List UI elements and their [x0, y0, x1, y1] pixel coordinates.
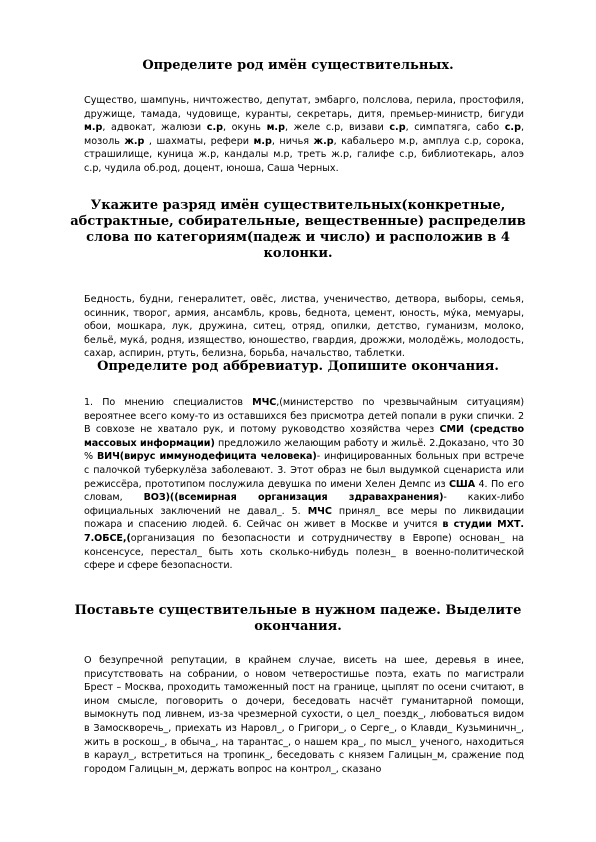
section-1-body: Существо, шампунь, ничтожество, депутат, эмбарго, полслова, перила, простофиля, дружище, тамада, чудовище, куранты, секретарь, дитя, премьер-министр, бигуди м.р, адвокат, жалюзи с.р, окунь м.р, желе с.р, визави с.р, симпатяга, сабо с.р, мозоль ж.р , шахматы, рефери м.р, ничья ж.р, кабальеро м.р, амплуа с.р, сорока, страшилище, куница ж.р, кандалы м.р, треть ж.р, галифе с.р, библиотекарь, алоэ с.р, чудила об.род, доцент, юноша, Саша Черных.	[84, 95, 525, 174]
section-1-title: Определите род имён существительных.	[142, 58, 454, 73]
section-4-body: О безупречной репутации, в крайнем случае, висеть на шее, деревья в инее, присутствовать на собрании, о новом четверостишье поэта, ехать по магистрали Брест – Москва, проходить таможенный пост на границе, цыплят по осени считают, в ином смысле, поговорить о дочери, беседовать насчёт гуманитарной помощи, вымокнуть под ливнем, из-за чрезмерной сухости, о цел_ поездк_, любоваться видом в Замоскворечь_, приехать из Наровл_, о Григори_, о Серге_, о Клавди_ Кузьминичн_, жить в роскош_, в обыча_, на тарантас_, о нашем кра_, по мысл_ ученого, находиться в караул_, встретиться на тропинк_, беседовать с князем Галицын_м, сражение под городом Галицын_м, держать вопрос на контрол_, сказано	[84, 655, 524, 775]
section-4-title: Поставьте существительные в нужном падеже. Выделите окончания.	[74, 603, 522, 634]
section-3-body: 1. По мнению специалистов МЧС,(министерство по чрезвычайным ситуациям) вероятнее всего кому-то из оставшихся без присмотра детей попали в руки спички. 2 В совхозе не хватало рук, и потому руководство хозяйства через СМИ (средство массовых информации) предложило желающим работу и жильё. 2.Доказано, что 30 % ВИЧ(вирус иммунодефицита человека)- инфицированных больных при встрече с палочкой туберкулёза заболевают. 3. Этот образ не был выдумкой сценариста или режиссёра, прототипом послужила девушка по имени Хелен Демпс из США 4. По его словам, ВОЗ)((всемирная организация здравахранения)- каких-либо официальных заключений не давал_. 5. МЧС принял_ все меры по ликвидации пожара и спасению людей. 6. Сейчас он живет в Москве и учится в студии МХТ. 7.ОБСЕ,(организация по безопасности и сотрудничеству в Европе) основан_ на консенсусе, перестал_ быть хоть сколько-нибудь полезн_ в военно-политической сфере и сфере безопасности.	[84, 397, 525, 572]
section-2-title: Укажите разряд имён существительных(конкретные, абстрактные, собирательные, вещественные) распределив слова по категориям(падеж и число) и расположив в 4 колонки.	[70, 198, 526, 261]
section-2-body: Бедность, будни, генералитет, овёс, листва, ученичество, детвора, выборы, семья, осинник, творог, армия, ансамбль, кровь, беднота, цемент, юность, му́ка, мемуары, обои, мошкара, лук, дружина, ситец, отряд, опилки, детство, гуманизм, молоко, бельё, мука́, родня, изящество, юношество, гвардия, дрожжи, молодёжь, молодость, сахар, аспирин, ртуть, белизна, борьба, начальство, таблетки.	[84, 294, 524, 360]
section-3-title: Определите род аббревиатур. Допишите окончания.	[97, 359, 499, 374]
